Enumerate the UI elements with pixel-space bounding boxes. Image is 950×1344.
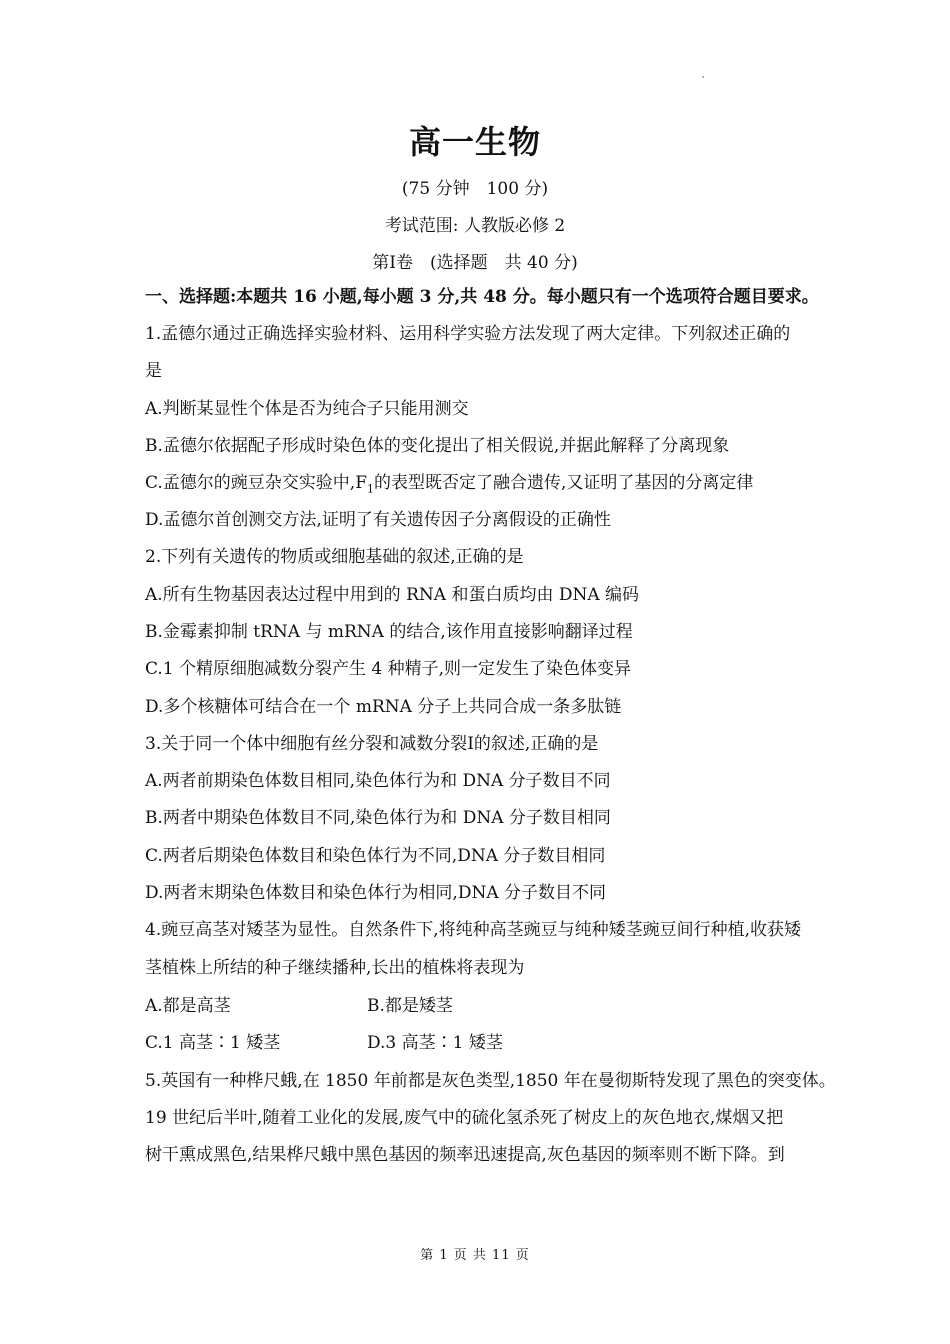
page-footer: 第 1 页 共 11 页 [420,1248,530,1263]
q3-option-c: C.两者后期染色体数目和染色体行为不同,DNA 分子数目相同 [145,846,606,866]
q1-option-c-post: 的表型既否定了融合遗传,又证明了基因的分离定律 [374,473,754,493]
q5-line3: 树干熏成黑色,结果桦尺蛾中黑色基因的频率迅速提高,灰色基因的频率则不断下降。到 [145,1145,785,1165]
q1-option-c [145,472,753,500]
q1-option-c-sub: 1 [367,482,375,496]
q4-option-a: A.都是高茎 [145,996,231,1016]
q1-stem-line2: 是 [145,361,162,381]
exam-scope: 考试范围: 人教版必修 2 [384,216,566,236]
q5-line1: 5.英国有一种桦尺蛾,在 1850 年前都是灰色类型,1850 年在曼彻斯特发现了黑色的突变体。 [145,1071,836,1091]
q3-option-b: B.两者中期染色体数目不同,染色体行为和 DNA 分子数目相同 [145,808,611,828]
q2-option-d: D.多个核糖体可结合在一个 mRNA 分子上共同合成一条多肽链 [145,697,622,717]
corner-dot [702,76,704,78]
q4-option-b: B.都是矮茎 [367,996,453,1016]
q4-stem-line2: 茎植株上所结的种子继续播种,长出的植株将表现为 [145,958,525,978]
exam-title: 高一生物 [408,123,541,161]
q3-option-a: A.两者前期染色体数目相同,染色体行为和 DNA 分子数目不同 [145,771,611,791]
q3-stem: 3.关于同一个体中细胞有丝分裂和减数分裂Ⅰ的叙述,正确的是 [145,734,599,754]
q4-option-c: C.1 高茎∶1 矮茎 [145,1033,281,1053]
q2-option-a: A.所有生物基因表达过程中用到的 RNA 和蛋白质均由 DNA 编码 [145,585,640,605]
q1-option-a: A.判断某显性个体是否为纯合子只能用测交 [145,399,469,419]
section-heading: 一、选择题:本题共 16 小题,每小题 3 分,共 48 分。每小题只有一个选项符合题目要求。 [145,287,819,307]
q2-option-b: B.金霉素抑制 tRNA 与 mRNA 的结合,该作用直接影响翻译过程 [145,622,633,642]
q1-option-d: D.孟德尔首创测交方法,证明了有关遗传因子分离假设的正确性 [145,510,611,530]
q1-option-b: B.孟德尔依据配子形成时染色体的变化提出了相关假说,并据此解释了分离现象 [145,436,730,456]
q3-option-d: D.两者末期染色体数目和染色体行为相同,DNA 分子数目不同 [145,883,607,903]
q2-option-c: C.1 个精原细胞减数分裂产生 4 种精子,则一定发生了染色体变异 [145,659,632,679]
q1-stem-line1: 1.孟德尔通过正确选择实验材料、运用科学实验方法发现了两大定律。下列叙述正确的 [145,324,791,344]
q4-stem-line1: 4.豌豆高茎对矮茎为显性。自然条件下,将纯种高茎豌豆与纯种矮茎豌豆间行种植,收获矮 [145,920,802,940]
time-score: (75 分钟 100 分) [401,179,549,199]
q4-option-d: D.3 高茎∶1 矮茎 [367,1033,503,1053]
volume-heading: 第Ⅰ卷 (选择题 共 40 分) [372,253,578,273]
q5-line2: 19 世纪后半叶,随着工业化的发展,废气中的硫化氢杀死了树皮上的灰色地衣,煤烟又把 [145,1108,784,1128]
q2-stem: 2.下列有关遗传的物质或细胞基础的叙述,正确的是 [145,547,524,567]
q1-option-c-pre: C.孟德尔的豌豆杂交实验中,F [145,473,368,493]
